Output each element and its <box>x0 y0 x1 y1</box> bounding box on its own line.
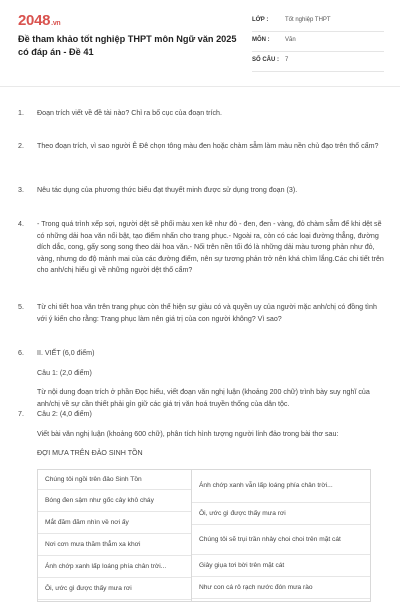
page-title: Đề tham khảo tốt nghiệp THPT môn Ngữ văn 2025 có đáp án - Đề 41 <box>18 34 237 57</box>
question-text: Đoạn trích viết về đề tài nào? Chỉ ra bố cục của đoạn trích. <box>37 109 222 117</box>
question-1 <box>18 108 386 120</box>
question-7 <box>18 409 386 460</box>
poem-line: Giây giụa tơi bời trên mặt cát <box>192 555 370 577</box>
poem-line: Chúng tôi ngồi trên đảo Sinh Tồn <box>38 470 191 490</box>
poem-line: Nơi cơn mưa thăm thẳm xa khơi <box>38 534 191 556</box>
question-number: 1. <box>18 109 24 117</box>
poem-line: Ánh chớp xanh lấp loáng phía chân trời... <box>38 556 191 578</box>
poem-line: Chúng tôi sẽ trụi trần nhảy choi choi trên mặt cát <box>192 525 370 555</box>
sub-question-label: Câu 2: (4,0 điểm) <box>37 410 92 418</box>
sub-question-text: Từ nội dung đoạn trích ở phần Đọc hiểu, viết đoạn văn nghị luận (khoảng 200 chữ) trình bày suy nghĩ của anh/chị về sự cần thiết phải gìn giữ các giá trị văn hoá truyền thống của dân tộc. <box>37 388 370 408</box>
question-4 <box>18 219 386 277</box>
poem-column-left <box>38 470 192 602</box>
poem-line: Ôi, ước gì được thấy mưa rơi <box>192 503 370 525</box>
question-3 <box>18 185 386 197</box>
sub-question-label: Câu 1: (2,0 điểm) <box>37 368 92 377</box>
meta-question-count: SỐ CÂU : 7 <box>252 52 384 72</box>
question-text: Từ chi tiết hoa văn trên trang phục còn thể hiện sự giàu có và quyền uy của người mặc anh/chị có đồng tình với ý kiến cho rằng: Trang phục làm nên giá trị của con người không? Vì sao? <box>37 303 377 323</box>
question-number: 3. <box>18 186 24 194</box>
poem-line: Mắt đăm đăm nhìn về nơi ấy <box>38 512 191 534</box>
poem-line: Bóng đen sậm như gốc cây khô cháy <box>38 490 191 512</box>
site-logo[interactable]: 2048.vn <box>18 12 61 29</box>
question-text: Nêu tác dụng của phương thức biểu đạt thuyết minh được sử dụng trong đoạn (3). <box>37 186 298 194</box>
question-5 <box>18 302 386 325</box>
section-heading: II. VIẾT (6,0 điểm) <box>37 349 95 357</box>
sub-question-text: Viết bài văn nghị luận (khoảng 600 chữ), phân tích hình tượng người lính đảo trong bài thơ sau: <box>37 429 339 438</box>
question-2 <box>18 141 386 153</box>
logo-suffix: .vn <box>51 20 61 27</box>
meta-class: LỚP : Tốt nghiệp THPT <box>252 12 384 32</box>
meta-subject: MÔN : Văn <box>252 32 384 52</box>
question-text: - Trong quá trình xếp sợi, người dệt sẽ phối màu xen kẽ như đỏ - đen, đen - vàng, đỏ chàm sẫm để khi dệt sẽ có những dải hoa văn nổi bật, tạo điểm nhấn cho trang phục.- Ngoài ra, còn có các loại đường thẳng, đường dích dắc, cong, gấy song song theo dải hoa văn.- Nối trên nền tối đó là những dải màu tương phản như đỏ, vàng, nhưng do độ mảnh mai của các đường điểm, nên sự tương phản trở nên khá chìm lắng.Các chi tiết trên cho anh/chị hiểu gì về những người dệt thổ cẩm? <box>37 220 384 275</box>
poem-column-right <box>192 470 370 602</box>
question-text: Theo đoạn trích, vì sao người Ê Đê chọn tông màu đen hoặc chàm sẫm làm màu nền chủ đạo trên thổ cẩm? <box>37 142 379 150</box>
poem-table <box>37 469 371 602</box>
poem-line: Ánh chớp xanh vẫn lấp loáng phía chân trời... <box>192 470 370 503</box>
poem-line: Ôi, ước gì được thấy mưa rơi <box>38 578 191 600</box>
page-header <box>0 0 400 82</box>
meta-info <box>252 12 384 72</box>
question-number: 7. <box>18 410 24 418</box>
question-number: 4. <box>18 220 24 228</box>
header-divider <box>0 86 400 87</box>
question-number: 2. <box>18 142 24 150</box>
poem-title: ĐỢI MƯA TRÊN ĐẢO SINH TỒN <box>37 449 143 458</box>
question-number: 5. <box>18 303 24 311</box>
poem-line: Như con cá rô rạch nước đón mưa rào <box>192 577 370 599</box>
question-number: 6. <box>18 349 24 357</box>
question-6 <box>18 348 386 410</box>
